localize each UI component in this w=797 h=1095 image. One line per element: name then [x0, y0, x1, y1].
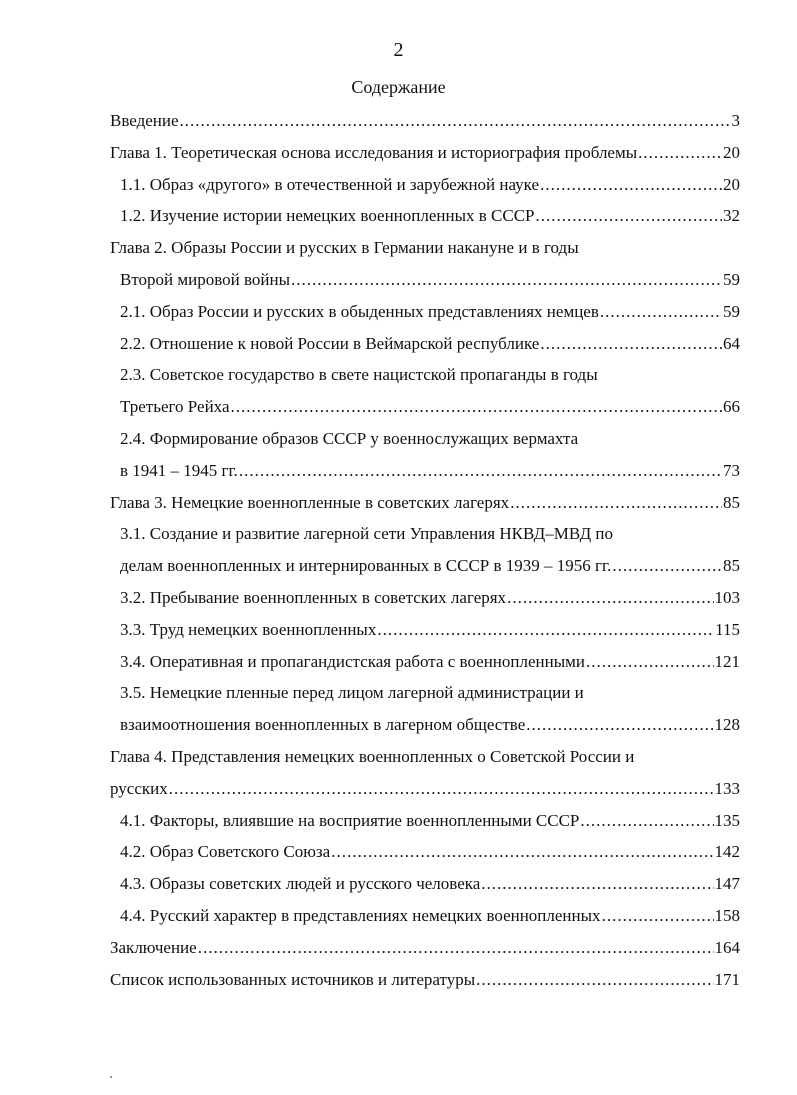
toc-entry — [110, 487, 740, 519]
toc-entry — [110, 709, 740, 741]
toc-entry — [110, 741, 740, 773]
toc-entry-page: 103 — [714, 587, 740, 607]
toc-entry-title: Второй мировой войны — [120, 269, 291, 289]
toc-entry-title: 2.2. Отношение к новой России в Веймарской республике — [120, 333, 540, 353]
toc-entry-title: 4.3. Образы советских людей и русского человека — [120, 874, 481, 894]
toc-entry — [110, 582, 740, 614]
toc-entry-title: взаимоотношения военнопленных в лагерном обществе — [120, 715, 526, 735]
dot-leader — [231, 391, 722, 423]
toc-entry-title: Введение — [110, 111, 179, 130]
toc-entry — [110, 805, 740, 837]
toc-entry-page: 59 — [723, 269, 740, 289]
toc-entry — [110, 677, 740, 709]
toc-entry-page: 64 — [723, 333, 740, 353]
toc-entry-page: 20 — [723, 142, 740, 162]
toc-entry — [110, 614, 740, 646]
toc-entry-page: 147 — [714, 874, 740, 894]
toc-entry — [110, 391, 740, 423]
dot-leader — [169, 773, 714, 805]
toc-entry-title: 2.1. Образ России и русских в обыденных представлениях немцев — [120, 301, 599, 321]
toc-entry-title: 3.1. Создание и развитие лагерной сети Управления НКВД–МВД по — [120, 524, 614, 544]
toc-entry — [110, 264, 740, 296]
toc-entry-title: русских — [110, 778, 168, 798]
toc-entry-title: 3.4. Оперативная и пропагандистская работа с военнопленными — [120, 651, 585, 671]
toc-entry — [110, 964, 740, 996]
toc-entry — [110, 137, 740, 169]
dot-leader — [540, 169, 722, 201]
toc-entry-title: Глава 1. Теоретическая основа исследования и историография проблемы — [110, 142, 638, 162]
toc-entry — [110, 550, 740, 582]
dot-leader — [481, 868, 713, 900]
dot-leader — [612, 550, 722, 582]
toc-entry-title: 2.3. Советское государство в свете нацистской пропаганды в годы — [120, 365, 598, 385]
toc-entry — [110, 932, 740, 964]
dot-leader — [291, 264, 722, 296]
dot-leader — [331, 836, 713, 868]
dot-leader — [180, 105, 731, 137]
toc-entry — [110, 646, 740, 678]
toc-entry-title: Глава 2. Образы России и русских в Германии накануне и в годы — [110, 238, 579, 258]
toc-entry-title: Заключение — [110, 937, 197, 957]
toc-entry — [110, 169, 740, 201]
toc-entry-title: 3.2. Пребывание военнопленных в советских лагерях — [120, 587, 507, 607]
page-title: Содержание — [351, 77, 446, 97]
toc-entry-title: 1.1. Образ «другого» в отечественной и зарубежной науке — [120, 174, 540, 194]
toc-entry-title: в 1941 – 1945 гг. — [120, 460, 238, 480]
toc-entry-page: 3 — [731, 111, 740, 130]
toc-entry-title: 4.1. Факторы, влиявшие на восприятие военнопленными СССР — [120, 810, 580, 830]
toc-entry-title: 3.3. Труд немецких военнопленных — [120, 619, 377, 639]
table-of-contents — [110, 105, 740, 995]
dot-leader — [536, 200, 722, 232]
toc-entry-page: 128 — [714, 715, 740, 735]
toc-entry-page: 171 — [714, 969, 740, 989]
toc-entry — [110, 296, 740, 328]
toc-entry — [110, 200, 740, 232]
toc-entry-title: Глава 3. Немецкие военнопленные в советских лагерях — [110, 492, 510, 512]
scan-speck — [110, 1076, 112, 1078]
dot-leader — [510, 487, 722, 519]
toc-entry-title: 4.2. Образ Советского Союза — [120, 842, 331, 862]
toc-entry-page: 158 — [714, 905, 740, 925]
dot-leader — [377, 614, 714, 646]
toc-entry-title: 2.4. Формирование образов СССР у военнослужащих вермахта — [120, 428, 579, 448]
dot-leader — [198, 932, 714, 964]
toc-entry-title: 3.5. Немецкие пленные перед лицом лагерной администрации и — [120, 683, 584, 703]
toc-entry-page: 66 — [723, 397, 740, 417]
dot-leader — [600, 296, 722, 328]
toc-entry-page: 133 — [714, 778, 740, 798]
toc-entry-page: 121 — [714, 651, 740, 671]
toc-entry-page: 135 — [714, 810, 740, 830]
dot-leader — [526, 709, 713, 741]
toc-entry-title: 4.4. Русский характер в представлениях немецких военнопленных — [120, 905, 601, 925]
dot-leader — [507, 582, 713, 614]
toc-entry-page: 85 — [723, 556, 740, 576]
toc-entry-page: 142 — [714, 842, 740, 862]
toc-entry — [110, 359, 740, 391]
dot-leader — [239, 455, 722, 487]
dot-leader — [580, 805, 713, 837]
dot-leader — [638, 137, 722, 169]
toc-entry — [110, 232, 740, 264]
toc-entry-page: 85 — [723, 492, 740, 512]
dot-leader — [602, 900, 714, 932]
toc-entry-page: 59 — [723, 301, 740, 321]
toc-entry — [110, 868, 740, 900]
toc-entry-page: 20 — [723, 174, 740, 194]
toc-entry-page: 32 — [723, 206, 740, 226]
toc-entry-page: 73 — [723, 460, 740, 480]
dot-leader — [476, 964, 713, 996]
toc-entry — [110, 518, 740, 550]
toc-entry — [110, 900, 740, 932]
toc-entry — [110, 455, 740, 487]
toc-entry — [110, 105, 740, 137]
toc-entry-title: Глава 4. Представления немецких военнопленных о Советской России и — [110, 746, 635, 766]
toc-entry — [110, 423, 740, 455]
toc-entry-title: Третьего Рейха — [120, 397, 230, 417]
toc-entry-title: делам военнопленных и интернированных в СССР в 1939 – 1956 гг. — [120, 556, 612, 576]
toc-entry-title: 1.2. Изучение истории немецких военнопленных в СССР — [120, 206, 535, 226]
toc-entry — [110, 773, 740, 805]
toc-entry-page: 164 — [714, 937, 740, 957]
toc-entry-title: Список использованных источников и литературы — [110, 969, 476, 989]
dot-leader — [540, 328, 722, 360]
toc-entry — [110, 328, 740, 360]
toc-entry — [110, 836, 740, 868]
toc-entry-page: 115 — [715, 619, 740, 639]
page-number: 2 — [393, 39, 404, 61]
dot-leader — [586, 646, 714, 678]
